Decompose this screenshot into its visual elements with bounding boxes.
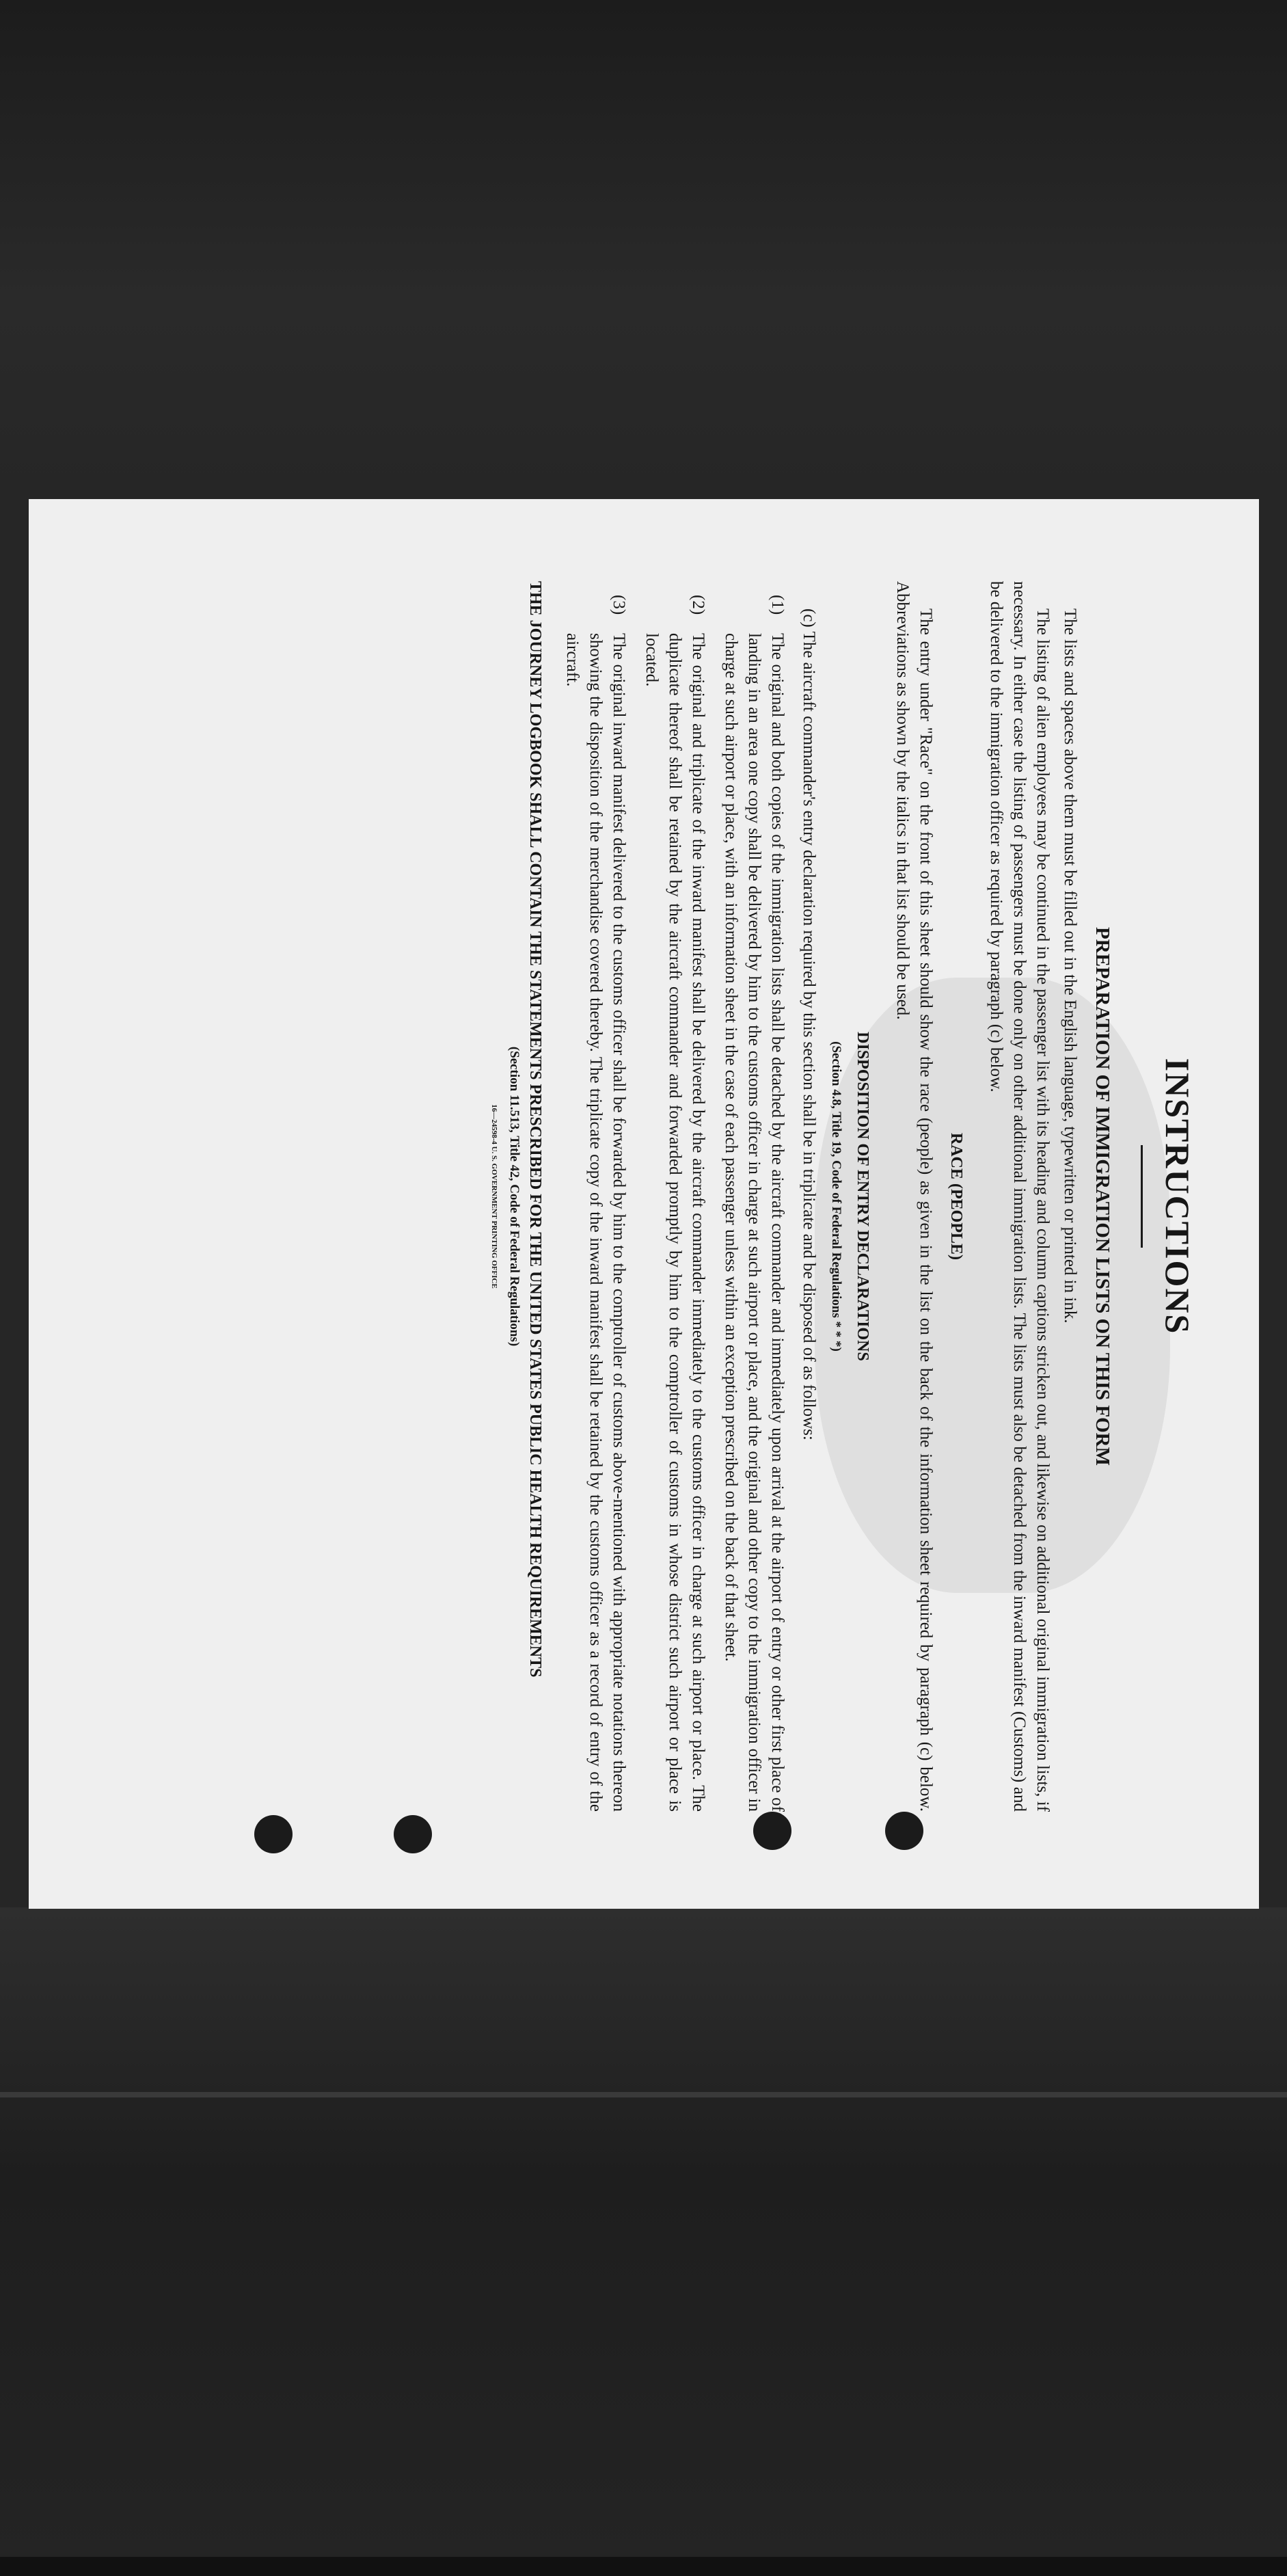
citation-title-42: (Section 11.513, Title 42, Code of Federal Regulations) bbox=[507, 1046, 521, 1347]
printer-imprint: 16—24598-4 U. S. GOVERNMENT PRINTING OFFICE bbox=[490, 1104, 498, 1289]
disposition-list bbox=[560, 581, 789, 1812]
paragraph-english-language: The lists and spaces above them must be filled out in the English language, typewritten or printed in ink. bbox=[1061, 608, 1079, 1324]
list-item-text: The original and both copies of the immigration lists shall be detached by the aircraft commander and immediately upon arrival at the airport of entry or other first place of landing in an area one copy shall be delivered by him to the customs officer in charge at such airport or place, and the original and other copy to the immigration officer in charge at such airport or place, with an information sheet in the case of each passenger unless within an exception prescribed on the back of that sheet. bbox=[722, 633, 787, 1812]
list-item-text: The original and triplicate of the inward manifest shall be delivered by the aircraft commander immediately to the customs officer in charge at such airport or place. The duplicate thereof shall be retained by the aircraft commander and forwarded promptly by him to the comptroller of customs in whose district such airport or place is located. bbox=[642, 633, 707, 1812]
list-item-number: (3) bbox=[610, 595, 628, 615]
rotated-text-layer bbox=[29, 499, 1259, 1909]
document-page bbox=[29, 499, 1259, 1909]
page-title: INSTRUCTIONS bbox=[1159, 1058, 1197, 1335]
citation-title-19: (Section 4.8, Title 19, Code of Federal Regulations * * *) bbox=[829, 1041, 843, 1352]
section-heading-disposition: DISPOSITION OF ENTRY DECLARATIONS bbox=[854, 1032, 871, 1361]
footer-heading-logbook: THE JOURNEY LOGBOOK SHALL CONTAIN THE STATEMENTS PRESCRIBED FOR THE UNITED STATES PUBLIC HEALTH REQUIREMENTS bbox=[526, 581, 544, 1678]
paragraph-alien-employees: The listing of alien employees may be continued in the passenger list with its heading and column captions stricken out, and likewise on additional original immigration lists, if necessary. In either case the listing of passengers must be done only on other additional immigration lists. The lists must also be detached from the inward manifest (Customs) and be delivered to the immigration officer as required by paragraph (c) below. bbox=[987, 581, 1052, 1812]
list-item-number: (2) bbox=[689, 595, 707, 615]
paragraph-race: The entry under "Race" on the front of this sheet should show the race (people) as given in the list on the back of the information sheet required by paragraph (c) below. Abbreviations as shown by the italics in that list should be used. bbox=[893, 581, 935, 1812]
scan-edge bbox=[0, 2557, 1287, 2576]
scan-background-bottom bbox=[0, 1907, 1287, 2576]
scan-background-top bbox=[0, 0, 1287, 499]
list-item-number: (1) bbox=[768, 595, 787, 615]
list-item bbox=[719, 581, 789, 1812]
list-item bbox=[560, 581, 630, 1812]
title-rule bbox=[1141, 1145, 1143, 1248]
list-item-text: The original inward manifest delivered to the customs officer shall be forwarded by him to the comptroller of customs above-mentioned with appropriate notations thereon showing the disposition of the merchandise covered thereby. The triplicate copy of the inward manifest shall be retained by the customs officer as a record of entry of the aircraft. bbox=[563, 633, 628, 1812]
document-content bbox=[490, 581, 1197, 1812]
section-heading-preparation: PREPARATION OF IMMIGRATION LISTS ON THIS FORM bbox=[1092, 927, 1113, 1466]
scan-band bbox=[0, 2092, 1287, 2097]
section-heading-race: RACE (PEOPLE) bbox=[947, 1133, 965, 1260]
list-item bbox=[640, 581, 709, 1812]
paragraph-c-intro: (c) The aircraft commander's entry declaration required by this section shall be in triplicate and be disposed of as follows: bbox=[800, 608, 818, 1440]
